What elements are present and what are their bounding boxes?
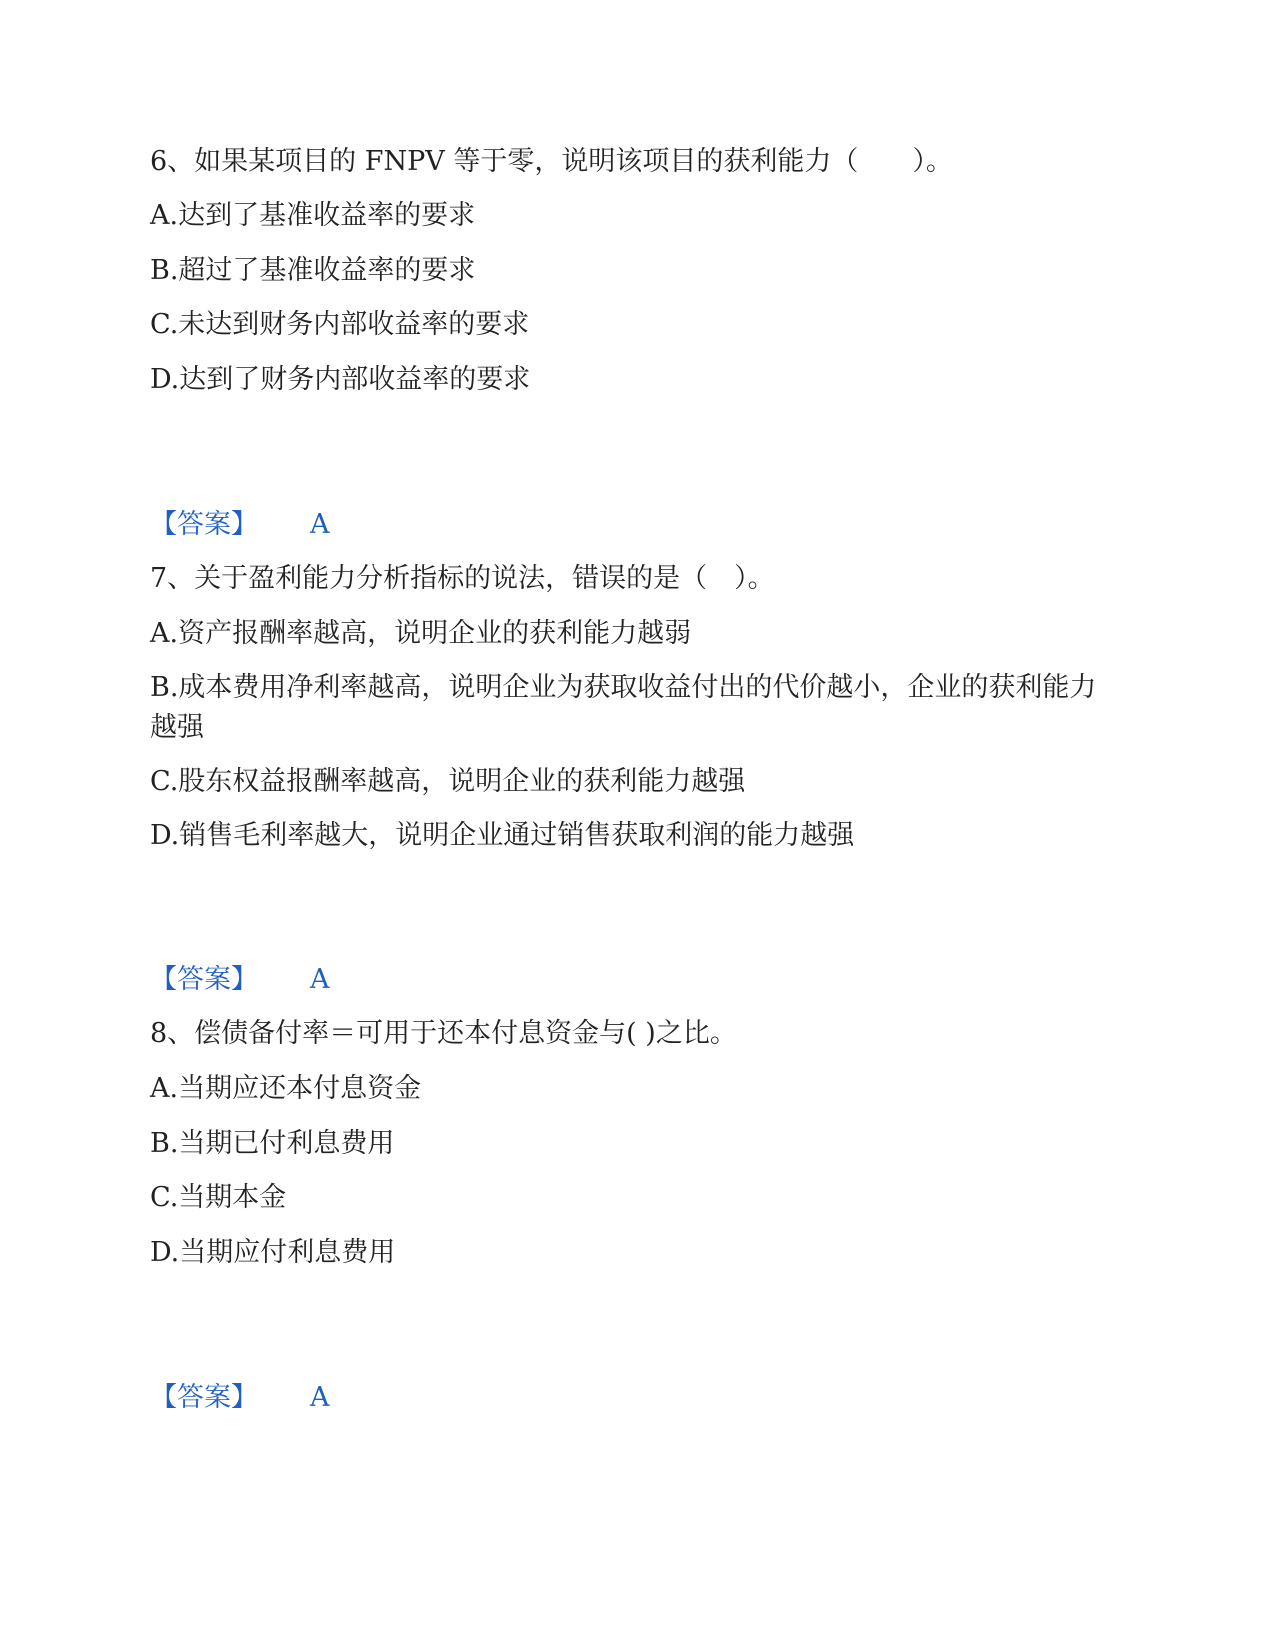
question-7-option-a: A.资产报酬率越高，说明企业的获利能力越弱 <box>150 618 692 649</box>
answer-value: A <box>310 964 330 995</box>
question-8-option-b: B.当期已付利息费用 <box>150 1128 395 1159</box>
answer-label: 【答案】 <box>150 964 258 995</box>
answer-value: A <box>310 1382 330 1413</box>
answer-value: A <box>310 509 330 540</box>
question-8-stem: 8、偿债备付率＝可用于还本付息资金与( )之比。 <box>150 1018 737 1049</box>
question-7-option-b: B.成本费用净利率越高，说明企业为获取收益付出的代价越小，企业的获利能力越强 <box>150 672 1097 743</box>
question-7-option-c: C.股东权益报酬率越高，说明企业的获利能力越强 <box>150 766 746 797</box>
answer-label: 【答案】 <box>150 509 258 540</box>
question-6-option-d: D.达到了财务内部收益率的要求 <box>150 364 531 395</box>
question-6-option-a: A.达到了基准收益率的要求 <box>150 200 476 231</box>
answer-label: 【答案】 <box>150 1382 258 1413</box>
question-6-option-c: C.未达到财务内部收益率的要求 <box>150 309 530 340</box>
question-6-stem: 6、如果某项目的 FNPV 等于零，说明该项目的获利能力（ ）。 <box>150 146 953 177</box>
question-7-answer <box>150 960 330 1000</box>
question-8-option-d: D.当期应付利息费用 <box>150 1237 396 1268</box>
question-8-answer <box>150 1378 330 1418</box>
question-6-option-b: B.超过了基准收益率的要求 <box>150 255 476 286</box>
question-7-stem: 7、关于盈利能力分析指标的说法，错误的是（ ）。 <box>150 563 775 594</box>
question-7-option-d: D.销售毛利率越大，说明企业通过销售获取利润的能力越强 <box>150 820 855 851</box>
question-8-option-a: A.当期应还本付息资金 <box>150 1073 422 1104</box>
question-8-option-c: C.当期本金 <box>150 1182 287 1213</box>
question-6-answer <box>150 505 330 545</box>
